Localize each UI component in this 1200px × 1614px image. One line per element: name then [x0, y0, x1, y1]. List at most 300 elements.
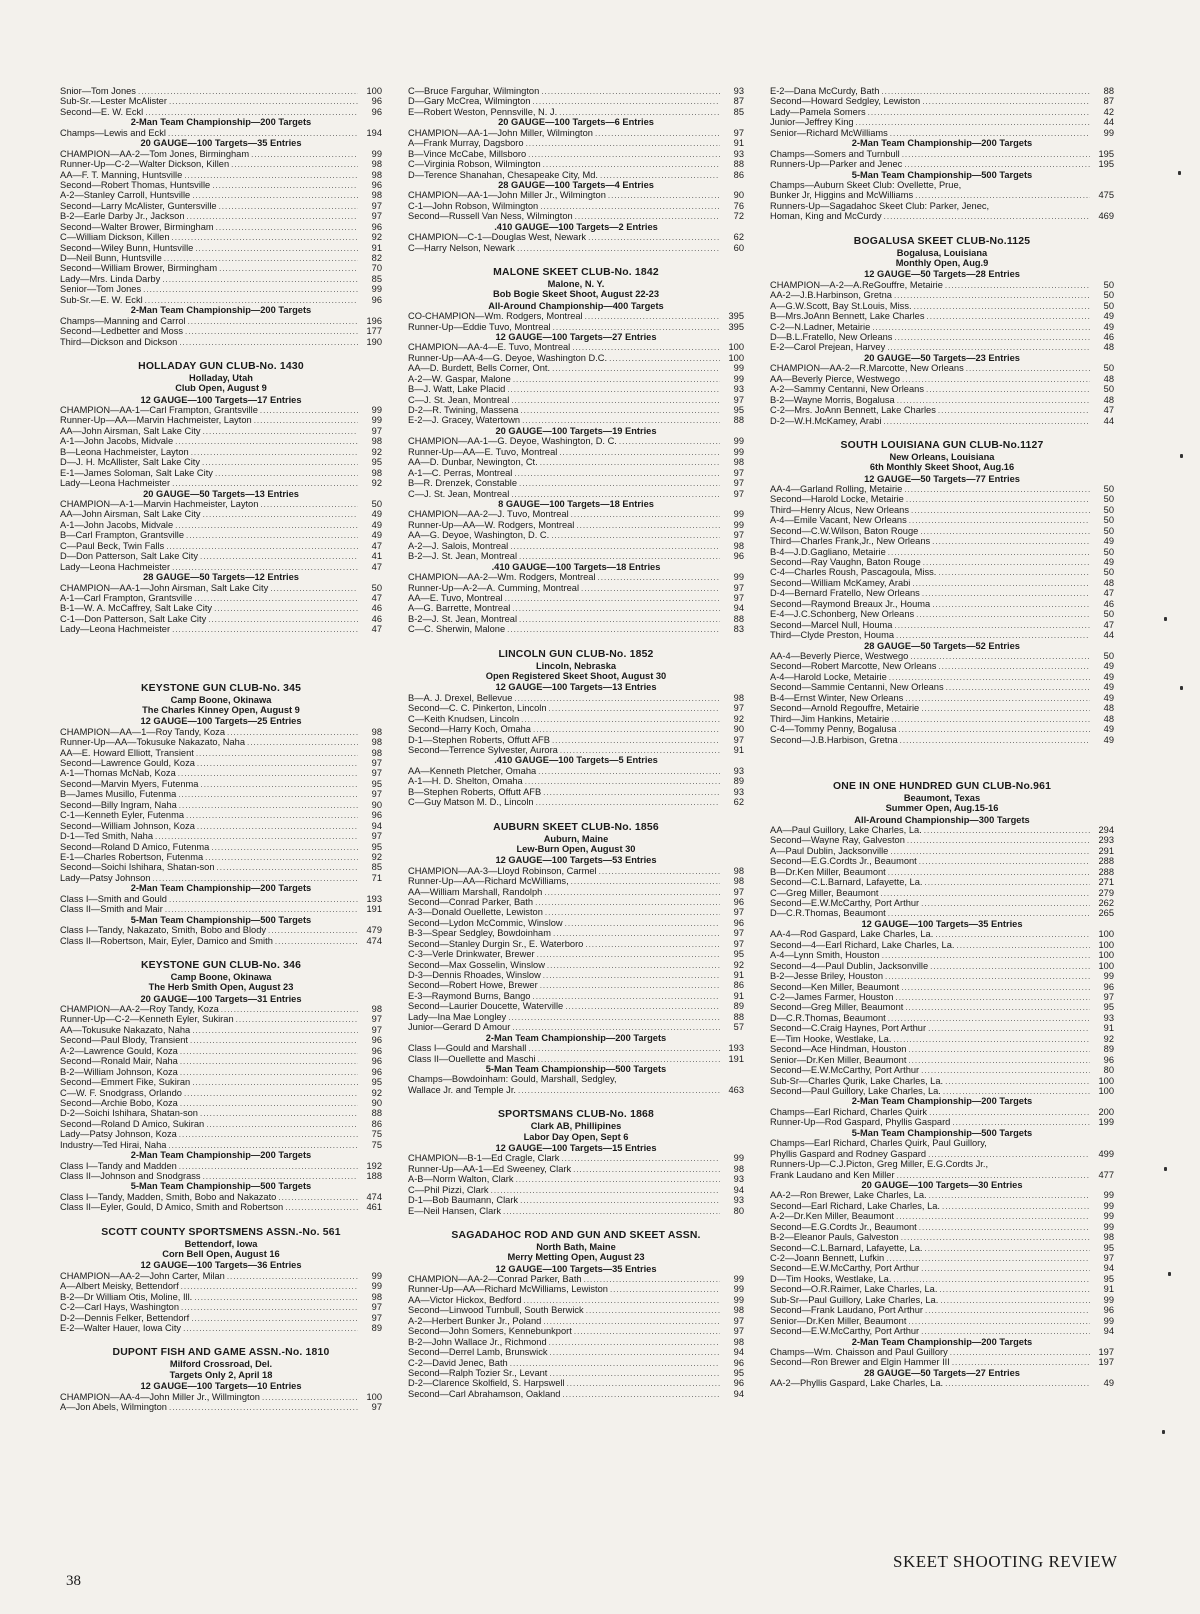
dot-leader — [262, 1393, 358, 1402]
shooter-entry: Lady—Leona Hachmeister — [60, 561, 171, 572]
result-row — [60, 758, 382, 768]
result-row — [408, 1022, 744, 1032]
score: 99 — [733, 572, 744, 583]
dot-leader — [925, 1306, 1090, 1315]
result-row — [408, 876, 744, 886]
club-name: ONE IN ONE HUNDRED GUN CLUB-No.961 — [832, 780, 1052, 792]
dot-leader — [921, 1264, 1090, 1273]
shooter-entry: AA—D. Burdett, Bells Corner, Ont. — [408, 363, 551, 374]
dot-leader — [543, 160, 720, 169]
result-row — [60, 1323, 382, 1333]
dot-leader — [921, 1327, 1090, 1336]
score: 92 — [371, 851, 382, 862]
dot-leader — [203, 1172, 358, 1181]
shooter-entry: AA—William Marshall, Randolph — [408, 886, 543, 897]
score: 49 — [1103, 311, 1114, 322]
dot-leader — [888, 548, 1090, 557]
result-row — [408, 1305, 744, 1315]
result-row — [770, 416, 1114, 426]
score: 96 — [733, 896, 744, 907]
result-row — [408, 766, 744, 776]
shooter-entry: Runner-Up—AA—Richard McWilliams, Lewiston — [408, 1284, 608, 1295]
dot-leader — [887, 343, 1090, 352]
result-row — [770, 714, 1114, 724]
dot-leader — [190, 1036, 358, 1045]
score: 50 — [1103, 651, 1114, 661]
score: 98 — [371, 726, 382, 737]
shooter-entry: Snior—Tom Jones — [60, 86, 136, 96]
result-row — [60, 1067, 382, 1077]
club-header — [408, 822, 744, 855]
score: 95 — [371, 1077, 382, 1088]
shooter-entry: AA—Kenneth Pletcher, Omaha — [408, 765, 537, 776]
dot-leader — [922, 589, 1090, 598]
shooter-entry: CHAMPION—AA-1—G. Deyoe, Washington, D. C. — [408, 436, 617, 447]
result-row — [770, 1284, 1114, 1294]
score: 97 — [733, 467, 744, 478]
shooter-entry: CHAMPION—A-2—A.ReGouffre, Metairie — [770, 279, 943, 290]
dot-leader — [901, 1233, 1090, 1242]
score: 86 — [733, 169, 744, 180]
shooter-entry: Third—Dickson and Dickson — [60, 336, 178, 347]
score: 96 — [371, 810, 382, 821]
result-row — [408, 232, 744, 242]
result-row — [770, 735, 1114, 745]
event-heading: All-Around Championship—400 Targets — [488, 300, 664, 311]
result-row — [408, 128, 744, 138]
score: 196 — [366, 315, 382, 326]
dot-leader — [200, 552, 358, 561]
shooter-entry: A-1—John Jacobs, Midvale — [60, 519, 174, 530]
score: 100 — [1098, 1075, 1114, 1086]
dot-leader — [559, 448, 720, 457]
result-row — [408, 614, 744, 624]
score: 265 — [1098, 908, 1114, 919]
score: 75 — [371, 1129, 382, 1140]
shooter-entry: CHAMPION—AA-1—Carl Frampton, Grantsville — [60, 405, 258, 416]
dot-leader — [194, 594, 358, 603]
score: 49 — [371, 509, 382, 520]
result-row — [60, 243, 382, 253]
event-heading: 8 GAUGE—100 Targets—18 Entries — [498, 499, 654, 509]
shooter-entry: Second—Paul Blody, Transient — [60, 1035, 188, 1046]
shooter-entry: CHAMPION—AA-2—Conrad Parker, Bath — [408, 1274, 582, 1285]
shooter-entry: Second—C.W.Wilson, Baton Rouge — [770, 525, 919, 536]
result-row — [60, 852, 382, 862]
dot-leader — [166, 542, 358, 551]
score: 93 — [733, 148, 744, 159]
shooter-entry: AA—E. Howard Elliott, Transient — [60, 747, 194, 758]
shooter-entry: C-1—Don Patterson, Salt Lake City — [60, 613, 207, 624]
shooter-entry: Second—Max Gosselin, Winslow — [408, 959, 545, 970]
dot-leader — [905, 694, 1090, 703]
score: 48 — [1103, 342, 1114, 353]
club-location: Milford Crossroad, Del. — [169, 1359, 273, 1370]
shooter-entry: Second—E. W. Eckl — [60, 106, 144, 117]
shoot-title: Open Registered Skeet Shoot, August 30 — [485, 671, 667, 682]
dot-leader — [585, 312, 720, 321]
result-row — [408, 138, 744, 148]
dot-leader — [930, 962, 1090, 971]
dot-leader — [573, 1165, 720, 1174]
shooter-entry: Wallace Jr. and Temple Jr. — [408, 1084, 516, 1095]
shooter-entry: Second—Larry McAlister, Guntersville — [60, 200, 217, 211]
dot-leader — [540, 202, 720, 211]
event-heading: 20 GAUGE—100 Targets—35 Entries — [140, 138, 302, 149]
dot-leader — [179, 1162, 358, 1171]
result-row — [408, 478, 744, 488]
score: 97 — [371, 1024, 382, 1035]
score: 49 — [1103, 682, 1114, 693]
dot-leader — [600, 171, 720, 180]
dot-leader — [180, 1057, 358, 1066]
dot-leader — [214, 604, 358, 613]
dot-leader — [524, 1296, 720, 1305]
score: 48 — [1103, 373, 1114, 384]
result-row — [770, 888, 1114, 898]
result-row — [60, 800, 382, 810]
club-name: SCOTT COUNTY SPORTSMENS ASSN.-No. 561 — [101, 1226, 341, 1238]
dot-leader — [200, 1109, 358, 1118]
score: 49 — [371, 519, 382, 530]
dot-leader — [535, 898, 720, 907]
shooter-entry: C—Guy Matson M. D., Lincoln — [408, 797, 534, 808]
result-row — [770, 536, 1114, 546]
result-row — [770, 961, 1114, 971]
shooter-entry: Second—Ledbetter and Moss — [60, 326, 184, 337]
score: 90 — [733, 724, 744, 735]
shooter-entry: C—Paul Beck, Twin Falls — [60, 540, 165, 551]
dot-leader — [919, 1223, 1090, 1232]
shooter-entry: Class I—Tandy and Madden — [60, 1160, 177, 1171]
shooter-entry: Runner-Up—A-2—A. Cumming, Montreal — [408, 582, 580, 593]
event-heading: 12 GAUGE—100 Targets—15 Entries — [495, 1142, 657, 1153]
score: 99 — [733, 1274, 744, 1285]
result-row — [770, 578, 1114, 588]
event-heading: All-Around Championship—300 Targets — [854, 814, 1030, 825]
score: 97 — [371, 1302, 382, 1313]
shooter-entry: Runner-Up—C-2—Walter Dickson, Killen — [60, 159, 230, 170]
score: 195 — [1098, 159, 1114, 170]
dot-leader — [505, 594, 720, 603]
score: 99 — [1103, 1200, 1114, 1211]
result-row — [770, 1253, 1114, 1263]
shooter-entry: CHAMPION—C-1—Douglas West, Newark — [408, 232, 587, 243]
shooter-entry: Lady—Pamela Somers — [770, 106, 866, 117]
shooter-entry: Junior—Jeffrey King — [770, 117, 854, 128]
dot-leader — [950, 1348, 1090, 1357]
dot-leader — [525, 777, 720, 786]
result-row — [60, 159, 382, 169]
dot-leader — [901, 983, 1090, 992]
shooter-entry: Runners-Up—Sagadahoc Skeet Club: Parker, Jenec, — [770, 200, 990, 211]
dot-leader — [549, 1338, 720, 1347]
shooter-entry: Second—Billy Ingram, Naha — [60, 799, 177, 810]
event-heading: .410 GAUGE—100 Targets—18 Entries — [491, 561, 661, 572]
score: 99 — [733, 1294, 744, 1305]
club-section — [408, 822, 744, 1033]
score: 50 — [1103, 300, 1114, 311]
shooter-entry: AA-2—Ron Brewer, Lake Charles, La. — [770, 1190, 927, 1201]
result-row — [60, 405, 382, 415]
dot-leader — [175, 437, 358, 446]
result-row — [770, 1201, 1114, 1211]
score: 97 — [733, 582, 744, 593]
event-heading: 5-Man Team Championship—500 Targets — [851, 1127, 1033, 1138]
result-row — [770, 682, 1114, 692]
score: 47 — [371, 561, 382, 572]
score: 93 — [1103, 1012, 1114, 1023]
result-row — [60, 180, 382, 190]
score: 49 — [1103, 661, 1114, 672]
dot-leader — [550, 1348, 720, 1357]
score: 93 — [733, 384, 744, 395]
shooter-entry: B-1—W. A. McCaffrey, Salt Lake City — [60, 603, 213, 614]
result-row — [60, 447, 382, 457]
shooter-entry: Lady—Mrs. Linda Darby — [60, 273, 161, 284]
result-row — [770, 311, 1114, 321]
shooter-entry: D-1—Ted Smith, Naha — [60, 831, 154, 842]
result-row — [60, 748, 382, 758]
score: 97 — [371, 831, 382, 842]
shooter-entry: C—C. Sherwin, Malone — [408, 624, 506, 635]
shooter-entry: AA—John Airsman, Salt Lake City — [60, 509, 201, 520]
shooter-entry: Second—Ken Miller, Beaumont — [770, 981, 900, 992]
score: 98 — [1103, 1232, 1114, 1243]
dot-leader — [888, 1014, 1090, 1023]
dot-leader — [920, 527, 1090, 536]
result-row — [408, 928, 744, 938]
score: 96 — [371, 1045, 382, 1056]
results-section — [408, 1033, 744, 1064]
dot-leader — [952, 1358, 1090, 1367]
dot-leader — [610, 1285, 720, 1294]
shooter-entry: Sub-Sr.—E. W. Eckl — [60, 294, 143, 305]
event-heading: 2-Man Team Championship—200 Targets — [130, 305, 312, 316]
shooter-entry: AA—D. Dunbar, Newington, Ct. — [408, 457, 538, 468]
score: 99 — [733, 1284, 744, 1295]
score: 95 — [733, 949, 744, 960]
score: 99 — [1103, 1294, 1114, 1305]
result-row — [408, 693, 744, 703]
dot-leader — [902, 375, 1090, 384]
shooter-entry: A-1—H. D. Shelton, Omaha — [408, 776, 523, 787]
event-heading: 2-Man Team Championship—200 Targets — [130, 1150, 312, 1161]
score: 98 — [733, 692, 744, 703]
dot-leader — [923, 558, 1090, 567]
result-row — [408, 960, 744, 970]
result-row — [770, 190, 1114, 200]
dot-leader — [586, 1306, 720, 1315]
score: 97 — [371, 1014, 382, 1025]
score: 461 — [366, 1202, 382, 1213]
shooter-entry: Class I—Tandy, Nakazato, Smith, Bobo and Blody — [60, 925, 267, 936]
score: 97 — [371, 1401, 382, 1412]
score: 50 — [1103, 363, 1114, 374]
score: 94 — [371, 820, 382, 831]
dot-leader — [180, 1068, 358, 1077]
score: 100 — [728, 342, 744, 353]
dot-leader — [571, 510, 720, 519]
score: 197 — [1098, 1346, 1114, 1357]
result-row — [770, 599, 1114, 609]
result-row — [60, 1077, 382, 1087]
score: 95 — [733, 1367, 744, 1378]
score: 95 — [733, 405, 744, 416]
score: 50 — [1103, 546, 1114, 557]
club-name: HOLLADAY GUN CLUB-No. 1430 — [138, 360, 304, 372]
score: 100 — [728, 352, 744, 363]
dot-leader — [185, 327, 358, 336]
results-section — [408, 499, 744, 562]
result-row — [408, 583, 744, 593]
dot-leader — [181, 1303, 358, 1312]
dot-leader — [285, 1203, 358, 1212]
score: 41 — [371, 551, 382, 562]
result-row — [408, 949, 744, 959]
dot-leader — [172, 563, 358, 572]
score: 50 — [1103, 494, 1114, 505]
result-row — [770, 374, 1114, 384]
shooter-entry: E—Tim Hooke, Westlake, La. — [770, 1033, 892, 1044]
dot-leader — [896, 631, 1090, 640]
club-header — [408, 649, 744, 682]
dot-leader — [939, 1285, 1090, 1294]
shooter-entry: Second—J.B.Harbison, Gretna — [770, 734, 898, 745]
result-row — [60, 624, 382, 634]
shooter-entry: Junior—Gerard D Amour — [408, 1022, 511, 1033]
shooter-entry: D—Don Patterson, Salt Lake City — [60, 551, 198, 562]
result-row — [770, 332, 1114, 342]
dot-leader — [219, 202, 358, 211]
result-row — [408, 1368, 744, 1378]
shooter-entry: D—Terence Shanahan, Chesapeake City, Md. — [408, 169, 599, 180]
score: 96 — [733, 551, 744, 562]
score: 50 — [1103, 609, 1114, 620]
results-column-right — [770, 86, 1114, 1389]
result-row — [408, 190, 744, 200]
shooter-entry: Lady—Leona Hachmeister — [60, 478, 171, 489]
result-row — [408, 1153, 744, 1163]
result-row — [770, 567, 1114, 577]
score: 97 — [371, 1312, 382, 1323]
result-row — [408, 201, 744, 211]
dot-leader — [561, 1154, 720, 1163]
score: 89 — [371, 1323, 382, 1334]
shooter-entry: Second—Sammie Centanni, New Orleans — [770, 682, 944, 693]
score: 97 — [371, 789, 382, 800]
club-location: Lincoln, Nebraska — [535, 660, 617, 671]
dot-leader — [881, 889, 1090, 898]
shooter-entry: C-3—Verle Drinkwater, Brewer — [408, 949, 535, 960]
club-name: DUPONT FISH AND GAME ASSN.-No. 1810 — [112, 1347, 330, 1359]
score: 98 — [733, 1163, 744, 1174]
dot-leader — [894, 291, 1090, 300]
dot-leader — [911, 506, 1090, 515]
result-row — [770, 547, 1114, 557]
score: 42 — [1103, 106, 1114, 117]
dot-leader — [904, 485, 1090, 494]
shooter-entry: Second—Arnold Regouffre, Metairie — [770, 703, 920, 714]
result-row — [770, 515, 1114, 525]
result-row — [770, 1378, 1114, 1388]
result-row — [770, 149, 1114, 159]
dot-leader — [888, 868, 1090, 877]
club-location: Camp Boone, Okinawa — [170, 971, 272, 982]
dot-leader — [205, 853, 358, 862]
result-row — [408, 86, 744, 96]
dot-leader — [178, 769, 358, 778]
result-row — [408, 939, 744, 949]
result-row — [770, 342, 1114, 352]
shoot-title: Club Open, August 9 — [175, 383, 267, 394]
dot-leader — [921, 1066, 1090, 1075]
club-location: New Orleans, Louisiana — [889, 451, 995, 462]
result-row — [408, 1185, 744, 1195]
shooter-entry: B-4—Ernst Winter, New Orleans — [770, 692, 904, 703]
result-row — [770, 526, 1114, 536]
score: 463 — [728, 1084, 744, 1095]
result-row — [408, 1206, 744, 1216]
score: 80 — [733, 1205, 744, 1216]
score: 100 — [366, 86, 382, 96]
club-section — [60, 1347, 382, 1412]
result-row — [408, 745, 744, 755]
score: 72 — [733, 211, 744, 222]
dot-leader — [169, 97, 358, 106]
score: 83 — [733, 624, 744, 635]
shooter-entry: E-2—Walter Hauer, Iowa City — [60, 1323, 182, 1334]
result-row — [770, 898, 1114, 908]
results-section — [770, 170, 1114, 222]
result-row — [408, 714, 744, 724]
dot-leader — [562, 1390, 720, 1399]
result-row — [770, 505, 1114, 515]
shooter-entry: Runners-Up—C.J.Picton, Greg Miller, E.G.Cordts Jr., — [770, 1159, 989, 1170]
score: 97 — [1103, 992, 1114, 1002]
shooter-entry: CHAMPION—AA-1—John Miller, Wilmington — [408, 127, 593, 138]
score: 99 — [371, 1281, 382, 1292]
event-heading: 28 GAUGE—50 Targets—27 Entries — [864, 1367, 1020, 1378]
result-row — [770, 1107, 1114, 1117]
score: 97 — [733, 734, 744, 745]
shooter-entry: B—Carl Frampton, Grantsville — [60, 530, 184, 541]
dot-leader — [138, 87, 358, 96]
results-section — [60, 915, 382, 946]
dot-leader — [921, 704, 1090, 713]
result-row — [408, 509, 744, 519]
dot-leader — [540, 458, 720, 467]
shooter-entry: D-2—Clarence Skolfield, S. Harpswell — [408, 1378, 565, 1389]
score: 99 — [1103, 1211, 1114, 1222]
dot-leader — [216, 223, 358, 232]
shooter-entry: C-4—Charles Roush, Pascagoula, Miss. — [770, 567, 937, 578]
result-row — [60, 222, 382, 232]
shooter-entry: Second—E.G.Cordts Jr., Beaumont — [770, 1221, 917, 1232]
result-row — [770, 835, 1114, 845]
shooter-entry: Second—Ronald Mair, Naha — [60, 1056, 178, 1067]
shooter-entry: Second—C.L.Barnard, Lafayette, La. — [770, 1242, 923, 1253]
dot-leader — [175, 521, 358, 530]
club-location: Auburn, Maine — [543, 833, 609, 844]
dot-leader — [926, 385, 1090, 394]
result-row — [60, 1192, 382, 1202]
score: 46 — [371, 613, 382, 624]
results-section — [770, 1096, 1114, 1127]
dot-leader — [192, 1026, 358, 1035]
shooter-entry: CHAMPION—AA-3—Lloyd Robinson, Carmel — [408, 865, 597, 876]
shooter-entry: D—Gary McCrea, Wilmington — [408, 96, 531, 107]
